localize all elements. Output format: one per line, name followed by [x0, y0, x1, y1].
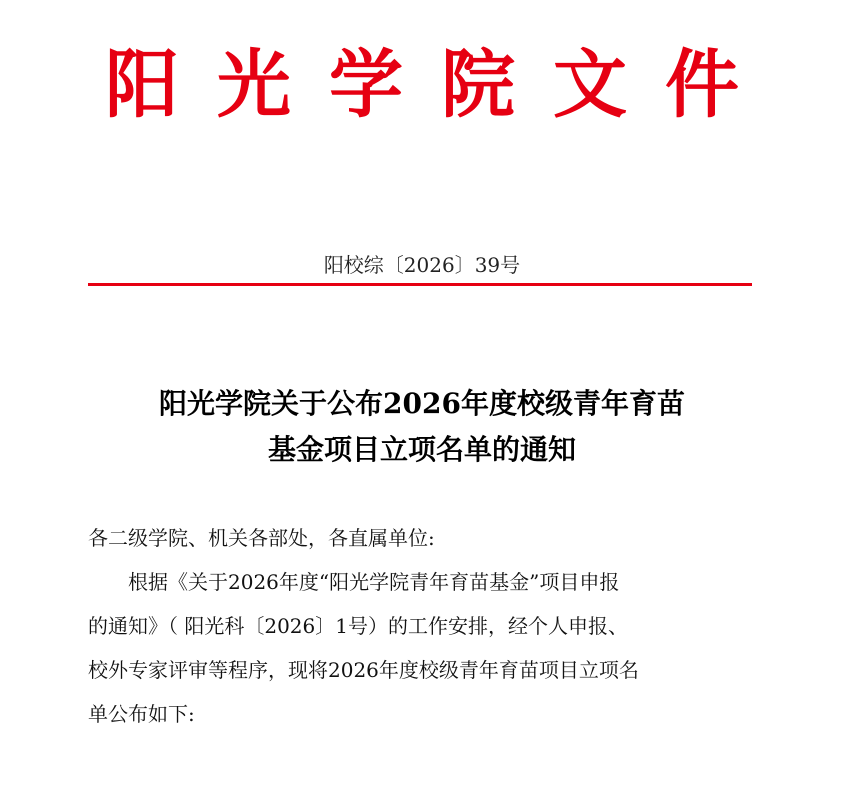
paragraph-line: 根据《关于2026年度“阳光学院青年育苗基金”项目申报 [88, 570, 620, 594]
paragraph-line: 的通知》（ 阳光科〔2026〕1号）的工作安排，经个人申报、 [88, 614, 628, 638]
paragraph-line: 校外专家评审等程序，现将2026年度校级青年育苗项目立项名 [88, 658, 639, 682]
paragraph-line: 单公布如下: [88, 702, 195, 726]
red-separator-line [88, 283, 752, 286]
document-masthead: 阳光学院文件 [105, 42, 777, 128]
document-title-line-2: 基金项目立项名单的通知 [267, 433, 576, 466]
salutation: 各二级学院、机关各部处，各直属单位: [88, 526, 435, 550]
document-number: 阳校综〔2026〕39号 [323, 253, 521, 277]
document-title-line-1: 阳光学院关于公布2026年度校级青年育苗 [159, 387, 685, 420]
